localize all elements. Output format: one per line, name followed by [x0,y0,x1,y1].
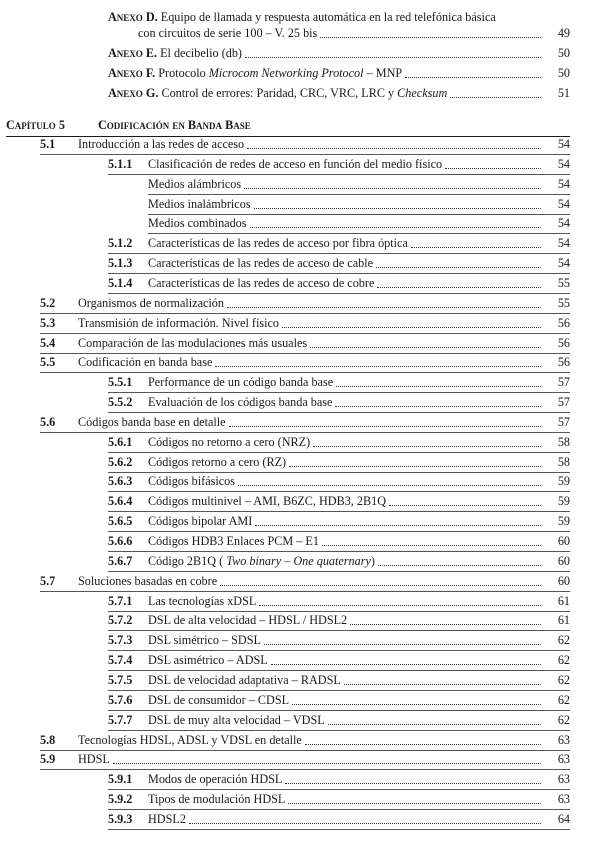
section-number: 5.1.3 [108,256,133,270]
annex-title: Equipo de llamada y respuesta automática en la red telefónica básica [160,10,496,24]
section-number: 5.3 [40,316,56,330]
row-rule [40,591,570,592]
section-number: 5.6.6 [108,534,133,548]
section-number: 5.9.2 [108,792,133,806]
section-number: 5.7.5 [108,673,133,687]
dot-leader [245,57,541,58]
page-number: 56 [557,316,570,330]
section-title: Códigos HDB3 Enlaces PCM – E1 [148,534,319,548]
row-rule [108,273,570,274]
section-number: 5.9.1 [108,772,133,786]
dot-leader [377,287,541,288]
dot-leader [255,525,541,526]
row-rule [108,710,570,711]
toc-entry [0,455,600,473]
dot-leader [264,644,541,645]
section-title: Clasificación de redes de acceso en función del medio físico [148,157,443,171]
page-number: 62 [557,633,570,647]
section-title: Códigos bipolar AMI [148,514,253,528]
page-number: 49 [557,26,570,40]
toc-entry [0,494,600,512]
page-number: 54 [557,157,570,171]
section-number: 5.7.6 [108,693,133,707]
section-title-italic: Two binary – One quaternary [226,554,371,568]
toc-entry [0,673,600,691]
page-number: 50 [557,66,570,80]
page-number: 60 [557,554,570,568]
row-rule [108,789,570,790]
section-title: Soluciones basadas en cobre [78,574,218,588]
dot-leader [445,168,541,169]
dot-leader [189,823,541,824]
section-number: 5.7.1 [108,594,133,608]
dot-leader [322,545,541,546]
page-number: 58 [557,435,570,449]
annex-entry [0,66,600,84]
annex-title-pre: Control de errores: Paridad, CRC, VRC, LRC y [161,86,398,100]
toc-entry [0,613,600,631]
section-title: DSL de consumidor – CDSL [148,693,290,707]
page-number: 56 [557,355,570,369]
row-rule [40,353,570,354]
row-rule [40,769,570,770]
section-title: Códigos no retorno a cero (NRZ) [148,435,311,449]
page-number: 61 [557,613,570,627]
page-number: 55 [557,276,570,290]
section-number: 5.6.3 [108,474,133,488]
dot-leader [292,704,541,705]
row-rule [108,293,570,294]
section-number: 5.1 [40,137,56,151]
dot-leader [320,37,541,38]
dot-leader [285,783,541,784]
section-title: Código 2B1Q ( [148,554,227,568]
toc-entry [0,633,600,651]
page-number: 63 [557,733,570,747]
page-number: 63 [557,792,570,806]
toc-entry [0,772,600,790]
annex-title-pre: Protocolo [158,66,209,80]
toc-entry [0,336,600,354]
dot-leader [229,426,541,427]
section-number: 5.1.4 [108,276,133,290]
toc-entry [0,574,600,592]
section-number: 5.6.4 [108,494,133,508]
row-rule [108,670,570,671]
page-number: 54 [557,256,570,270]
page-number: 62 [557,693,570,707]
dot-leader [336,386,541,387]
section-title: Características de las redes de acceso de cobre [148,276,375,290]
dot-leader [247,148,541,149]
toc-entry [0,554,600,572]
page-number: 54 [557,197,570,211]
toc-entry [0,316,600,334]
page-number: 54 [557,137,570,151]
dot-leader [289,466,541,467]
page-number: 60 [557,534,570,548]
section-title: Performance de un código banda base [148,375,334,389]
row-rule [108,174,570,175]
toc-entry [0,216,600,234]
dot-leader [350,624,541,625]
toc-entry [0,197,600,215]
section-title: Evaluación de los códigos banda base [148,395,333,409]
page-number: 64 [557,812,570,826]
section-title: DSL asimétrico – ADSL [148,653,268,667]
dot-leader [288,803,541,804]
row-rule [108,571,570,572]
page-number: 57 [557,415,570,429]
dot-leader [405,77,541,78]
section-title: Características de las redes de acceso de cable [148,256,374,270]
section-number: 5.6.1 [108,435,133,449]
section-title: Introducción a las redes de acceso [78,137,245,151]
section-number: 5.9 [40,752,56,766]
toc-entry [0,276,600,294]
row-rule [108,650,570,651]
toc-entry [0,415,600,433]
toc-entry [0,514,600,532]
dot-leader [411,247,541,248]
dot-leader [259,605,541,606]
toc-entry [0,375,600,393]
section-title: DSL de alta velocidad – HDSL / HDSL2 [148,613,348,627]
section-number: 5.6.5 [108,514,133,528]
section-title: Medios alámbricos [148,177,242,191]
section-number: 5.9.3 [108,812,133,826]
page-number: 57 [557,395,570,409]
page-number: 54 [557,236,570,250]
dot-leader [376,267,541,268]
annex-entry [0,46,600,64]
row-rule [108,730,570,731]
annex-label: Anexo G. [108,86,159,100]
page-number: 55 [557,296,570,310]
page-number: 62 [557,713,570,727]
toc-entry [0,733,600,751]
page-number: 50 [557,46,570,60]
row-rule [40,333,570,334]
section-number: 5.6.7 [108,554,133,568]
toc-entry [0,752,600,770]
toc-entry [0,594,600,612]
section-number: 5.2 [40,296,56,310]
section-title: HDSL [78,752,110,766]
toc-entry [0,137,600,155]
toc-entry [0,713,600,731]
dot-leader [344,684,541,685]
dot-leader [335,406,541,407]
page-number: 54 [557,177,570,191]
dot-leader [305,744,541,745]
dot-leader [282,327,541,328]
annex-title-italic: Checksum [397,86,448,100]
section-number: 5.8 [40,733,56,747]
section-title: Medios inalámbricos [148,197,251,211]
toc-entry [0,157,600,175]
row-rule [108,611,570,612]
page-number: 51 [557,86,570,100]
toc-entry [0,534,600,552]
section-number: 5.7.4 [108,653,133,667]
dot-leader [450,97,541,98]
row-rule [148,194,570,195]
section-number: 5.5 [40,355,56,369]
section-title-post: ) [370,554,375,568]
annex-title: El decibelio (db) [160,46,242,60]
row-rule [40,154,570,155]
dot-leader [244,188,541,189]
section-number: 5.6.2 [108,455,133,469]
page-number: 60 [557,574,570,588]
page-number: 63 [557,752,570,766]
section-number: 5.5.1 [108,375,133,389]
dot-leader [227,307,541,308]
section-title: Características de las redes de acceso por fibra óptica [148,236,408,250]
section-title: Códigos multinivel – AMI, B6ZC, HDB3, 2B1Q [148,494,387,508]
section-number: 5.7.7 [108,713,133,727]
section-number: 5.4 [40,336,56,350]
annex-entry [0,86,600,104]
dot-leader [220,585,541,586]
toc-entry [0,177,600,195]
page-number: 61 [557,594,570,608]
row-rule [148,214,570,215]
section-number: 5.1.1 [108,157,133,171]
section-title: Códigos banda base en detalle [78,415,226,429]
section-number: 5.7.3 [108,633,133,647]
row-rule [108,511,570,512]
row-rule [108,690,570,691]
row-rule [108,452,570,453]
section-title: HDSL2 [148,812,186,826]
row-rule [108,551,570,552]
toc-entry [0,355,600,373]
annex-label: Anexo D. [108,10,158,24]
page-number: 57 [557,375,570,389]
section-number: 5.6 [40,415,56,429]
page-number: 59 [557,474,570,488]
section-title: Códigos bifásicos [148,474,236,488]
page-number: 63 [557,772,570,786]
row-rule [108,829,570,830]
row-rule [108,630,570,631]
dot-leader [389,505,541,506]
toc-entry [0,812,600,830]
section-number: 5.7 [40,574,56,588]
row-rule [108,491,570,492]
dot-leader [313,446,541,447]
dot-leader [328,724,541,725]
row-rule [40,372,570,373]
section-title: Códigos retorno a cero (RZ) [148,455,287,469]
section-title: Codificación en banda base [78,355,213,369]
toc-entry [0,236,600,254]
toc-entry [0,296,600,314]
section-title: DSL de muy alta velocidad – VDSL [148,713,325,727]
dot-leader [378,565,541,566]
page-number: 54 [557,216,570,230]
annex-label: Anexo E. [108,46,158,60]
toc-entry [0,435,600,453]
section-title: Organismos de normalización [78,296,224,310]
section-number: 5.7.2 [108,613,133,627]
dot-leader [113,763,541,764]
page-number: 62 [557,653,570,667]
row-rule [40,313,570,314]
section-number: 5.5.2 [108,395,133,409]
annex-title-post: – MNP [363,66,403,80]
toc-entry [0,792,600,810]
dot-leader [254,208,541,209]
chapter-title: Codificación en Banda Base [98,118,251,132]
toc-entry [0,653,600,671]
toc-entry [0,395,600,413]
row-rule [108,412,570,413]
row-rule [108,531,570,532]
annex-entry-continuation [0,26,600,44]
chapter-heading [6,118,570,137]
section-title: DSL simétrico – SDSL [148,633,261,647]
row-rule [108,472,570,473]
section-title: Transmisión de información. Nivel físico [78,316,279,330]
toc-entry [0,693,600,711]
section-title: Tecnologías HDSL, ADSL y VDSL en detalle [78,733,302,747]
page-number: 56 [557,336,570,350]
dot-leader [271,664,541,665]
row-rule [40,432,570,433]
page-number: 59 [557,494,570,508]
row-rule [108,392,570,393]
dot-leader [215,366,541,367]
chapter-label: Capítulo 5 [6,118,65,132]
section-title: DSL de velocidad adaptativa – RADSL [148,673,341,687]
dot-leader [310,347,541,348]
section-title: Comparación de las modulaciones más usuales [78,336,308,350]
row-rule [108,253,570,254]
section-title: Modos de operación HDSL [148,772,283,786]
dot-leader [250,227,541,228]
section-number: 5.1.2 [108,236,133,250]
annex-title-italic: Microcom Networking Protocol [208,66,364,80]
page-number: 58 [557,455,570,469]
section-title: Medios combinados [148,216,247,230]
dot-leader [238,485,541,486]
toc-entry [0,474,600,492]
row-rule [148,233,570,234]
row-rule [108,809,570,810]
annex-title-continuation: con circuitos de serie 100 – V. 25 bis [138,26,318,40]
row-rule [40,750,570,751]
page-number: 59 [557,514,570,528]
page-number: 62 [557,673,570,687]
toc-entry [0,256,600,274]
section-title: Las tecnologías xDSL [148,594,257,608]
annex-label: Anexo F. [108,66,156,80]
section-title: Tipos de modulación HDSL [148,792,286,806]
